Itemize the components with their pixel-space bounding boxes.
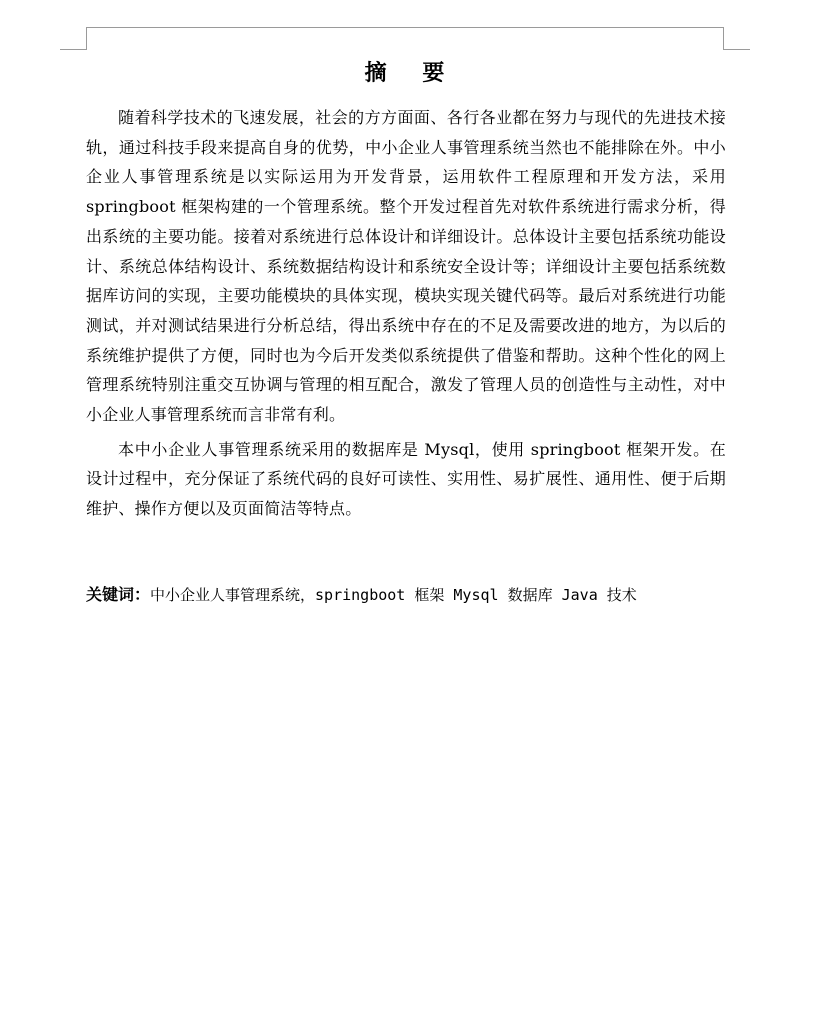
abstract-title: 摘 要 xyxy=(364,61,459,86)
keywords-label: 关键词： xyxy=(86,585,151,604)
keywords-line xyxy=(86,580,726,610)
top-margin-line xyxy=(86,27,723,28)
abstract-paragraph-2: 本中小企业人事管理系统采用的数据库是 Mysql，使用 springboot 框架开发。在设计过程中，充分保证了系统代码的良好可读性、实用性、易扩展性、通用性、便于后期维护、操作方便以及页面简洁等特点。 xyxy=(86,439,726,519)
margin-corner-mark-top-right xyxy=(723,27,750,50)
abstract-paragraph-1: 随着科学技术的飞速发展，社会的方方面面、各行各业都在努力与现代的先进技术接轨，通过科技手段来提高自身的优势，中小企业人事管理系统当然也不能排除在外。中小企业人事管理系统是以实际运用为开发背景，运用软件工程原理和开发方法，采用 springboot 框架构建的一个管理系统。整个开发过程首先对软件系统进行需求分析，得出系统的主要功能。接着对系统进行总体设计和详细设计。总体设计主要包括系统功能设计、系统总体结构设计、系统数据结构设计和系统安全设计等；详细设计主要包括系统数据库访问的实现，主要功能模块的具体实现，模块实现关键代码等。最后对系统进行功能测试，并对测试结果进行分析总结，得出系统中存在的不足及需要改进的地方，为以后的系统维护提供了方便，同时也为今后开发类似系统提供了借鉴和帮助。这种个性化的网上管理系统特别注重交互协调与管理的相互配合，激发了管理人员的创造性与主动性，对中小企业人事管理系统而言非常有利。 xyxy=(86,108,726,425)
abstract-body xyxy=(86,103,726,524)
keywords-value: 中小企业人事管理系统，springboot 框架 Mysql 数据库 Java 技术 xyxy=(150,586,637,604)
margin-corner-mark-top-left xyxy=(60,27,87,50)
